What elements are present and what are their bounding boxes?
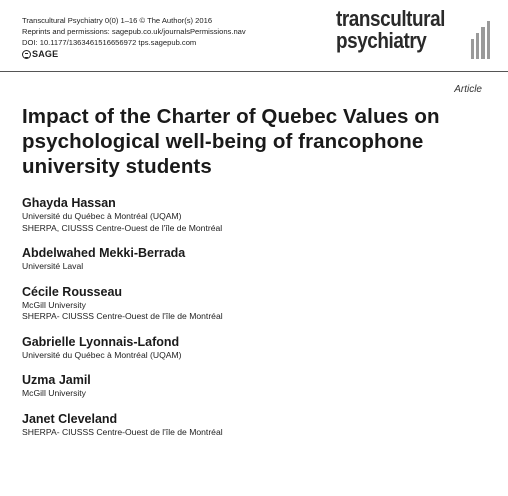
journal-bars-icon [471, 21, 490, 59]
doi[interactable]: DOI: 10.1177/1363461516656972 [22, 38, 137, 47]
author-entry [22, 335, 482, 362]
copyright: © The Author(s) 2016 [139, 16, 213, 25]
author-affiliation: Université Laval [22, 261, 84, 271]
author-name: Gabrielle Lyonnais-Lafond [22, 334, 180, 349]
author-entry [22, 246, 482, 273]
author-entry [22, 412, 482, 439]
journal-logo [336, 8, 496, 52]
author-affiliation: Université du Québec à Montréal (UQAM) [22, 211, 182, 221]
author-affiliation: McGill University [22, 388, 86, 398]
author-affiliation: SHERPA- CIUSSS Centre-Ouest de l'île de Montréal [22, 311, 223, 321]
author-name: Uzma Jamil [22, 373, 91, 387]
author-affiliation: Université du Québec à Montréal (UQAM) [22, 349, 182, 360]
permissions-link[interactable]: Reprints and permissions: sagepub.co.uk/journalsPermissions.nav [22, 27, 246, 36]
journal-title [336, 8, 474, 52]
author-list [22, 196, 482, 450]
citation-line [22, 15, 246, 26]
header-divider [0, 71, 508, 72]
sage-logo [22, 49, 246, 60]
author-entry [22, 285, 482, 323]
author-entry [22, 373, 482, 400]
author-entry [22, 196, 482, 234]
sage-mark-icon [22, 50, 31, 59]
journal-site-link[interactable]: tps.sagepub.com [138, 38, 197, 47]
journal-title-line2: psychiatry [336, 28, 427, 53]
journal-title-line1: transcultural [336, 6, 446, 31]
author-name: Abdelwahed Mekki-Berrada [22, 246, 186, 260]
author-affiliation: SHERPA- CIUSSS Centre-Ouest de l'île de Montréal [22, 426, 223, 437]
author-name: Ghayda Hassan [22, 196, 116, 210]
article-title: Impact of the Charter of Quebec Values on psychological well-being of francophone university students [22, 105, 440, 178]
publication-metadata [22, 15, 246, 60]
author-name: Cécile Rousseau [22, 284, 123, 299]
doi-line [22, 37, 246, 48]
author-affiliation: McGill University [22, 299, 86, 310]
citation: Transcultural Psychiatry 0(0) 1–16 [22, 16, 138, 25]
publisher-name: SAGE [32, 49, 59, 59]
author-name: Janet Cleveland [22, 411, 118, 426]
article-type: Article [454, 84, 482, 95]
author-affiliation: SHERPA, CIUSSS Centre-Ouest de l'île de Montréal [22, 222, 223, 233]
